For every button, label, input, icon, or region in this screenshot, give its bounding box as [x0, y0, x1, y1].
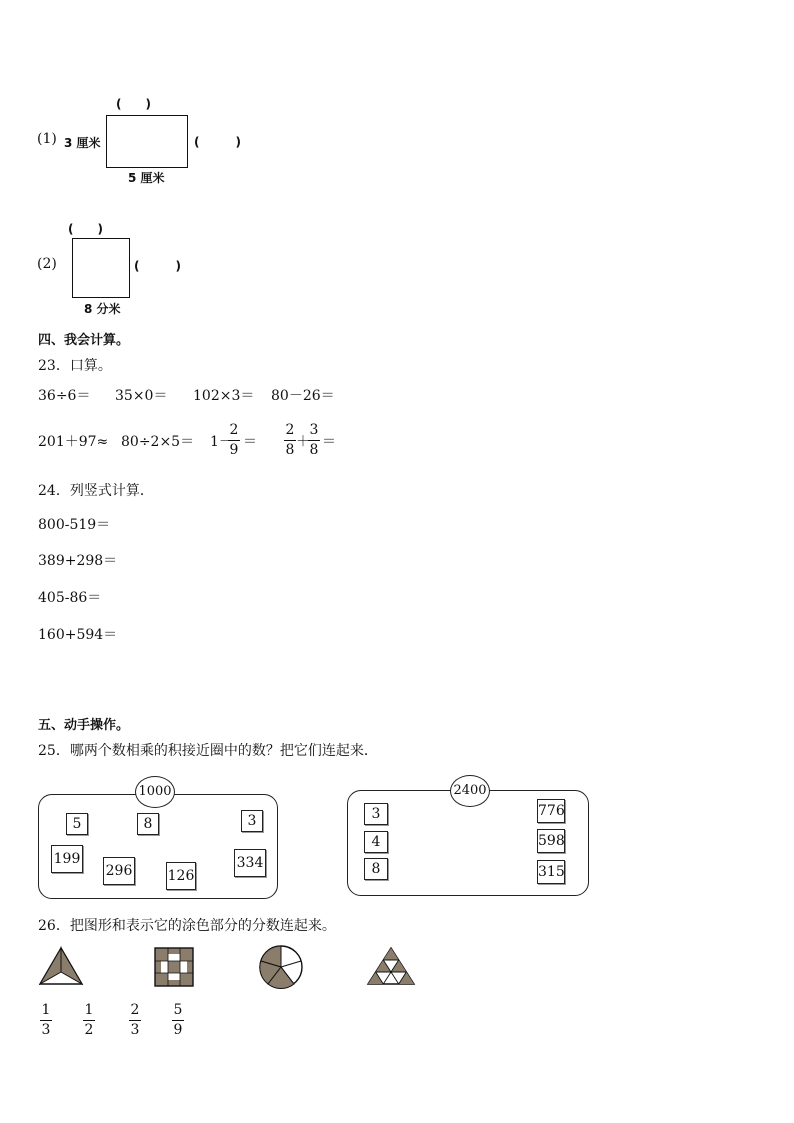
frac-expr-suffix: ＝	[243, 434, 257, 450]
answer-fraction	[172, 1002, 184, 1039]
oral-calc-item: 80－26＝	[271, 388, 335, 404]
shape1-top-blank: ( )	[116, 97, 151, 111]
vertical-calc-item: 160+594＝	[38, 627, 118, 643]
denominator: 3	[130, 1022, 140, 1038]
shape2-label: (2)	[37, 256, 57, 272]
oral-calc-item: 201＋97≈	[38, 434, 109, 450]
numerator: 3	[309, 422, 319, 438]
q26-title: 26．把图形和表示它的涂色部分的分数连起来。	[38, 918, 336, 934]
number-card[interactable]: 8	[137, 813, 159, 835]
number-card[interactable]: 334	[234, 849, 266, 877]
numerator: 2	[229, 422, 239, 438]
answer-fraction	[40, 1002, 52, 1039]
q23-title: 23．口算。	[38, 358, 112, 374]
fraction-bar	[284, 440, 296, 441]
square-shape	[72, 238, 130, 298]
shape1-left-side: 3 厘米	[64, 136, 101, 150]
oral-calc-item: 102×3＝	[193, 388, 255, 404]
sector-circle-figure	[258, 944, 304, 990]
denominator: 9	[173, 1022, 183, 1038]
denominator: 3	[41, 1022, 51, 1038]
numerator: 1	[41, 1002, 51, 1018]
fraction	[308, 422, 320, 459]
denominator: 2	[84, 1022, 94, 1038]
number-card[interactable]: 776	[537, 799, 565, 823]
number-card[interactable]: 5	[66, 813, 88, 835]
vertical-calc-item: 389+298＝	[38, 553, 118, 569]
q24-title: 24．列竖式计算．	[38, 483, 154, 499]
target-circle-2400: 2400	[450, 775, 490, 807]
vertical-calc-item: 405-86＝	[38, 590, 102, 606]
number-card[interactable]: 296	[103, 857, 135, 885]
number-card[interactable]: 8	[364, 858, 388, 880]
denominator: 8	[309, 442, 319, 458]
section4-title: 四、我会计算。	[38, 333, 130, 348]
checker-grid-figure	[154, 947, 194, 987]
numerator: 2	[285, 422, 295, 438]
number-card[interactable]: 3	[241, 810, 263, 832]
denominator: 8	[285, 442, 295, 458]
numerator: 1	[84, 1002, 94, 1018]
target-circle-1000: 1000	[135, 776, 175, 808]
triangle-grid-figure	[366, 946, 416, 986]
numerator: 5	[173, 1002, 183, 1018]
answer-fraction	[129, 1002, 141, 1039]
fraction-bar	[308, 440, 320, 441]
number-card[interactable]: 315	[537, 860, 565, 884]
oral-calc-item: 35×0＝	[115, 388, 168, 404]
rectangle-shape	[106, 115, 188, 168]
denominator: 9	[229, 442, 239, 458]
oral-calc-item: 80÷2×5＝	[121, 434, 195, 450]
frac-expr-suffix: ＝	[322, 434, 336, 450]
number-card[interactable]: 4	[364, 831, 388, 853]
section5-title: 五、动手操作。	[38, 718, 130, 733]
answer-fraction	[83, 1002, 95, 1039]
shape1-right-blank: ( )	[194, 135, 241, 149]
number-card[interactable]: 126	[166, 862, 196, 890]
fraction-bar	[172, 1020, 184, 1021]
fraction	[284, 422, 296, 459]
number-card[interactable]: 3	[364, 803, 388, 825]
shape2-right-blank: ( )	[134, 259, 181, 273]
oral-calc-item: 36÷6＝	[38, 388, 91, 404]
fraction-bar	[228, 440, 240, 441]
shape2-top-blank: ( )	[68, 222, 103, 236]
shaded-triangle-figure	[38, 946, 84, 986]
shape1-bottom-side: 5 厘米	[128, 171, 165, 185]
frac-expr-prefix: 1－	[210, 434, 233, 450]
vertical-calc-item: 800-519＝	[38, 517, 111, 533]
q25-title: 25．哪两个数相乘的积接近圈中的数？把它们连起来．	[38, 743, 378, 759]
shape2-bottom-side: 8 分米	[84, 302, 121, 316]
fraction-bar	[83, 1020, 95, 1021]
fraction-bar	[129, 1020, 141, 1021]
number-card[interactable]: 598	[537, 829, 565, 853]
numerator: 2	[130, 1002, 140, 1018]
fraction-bar	[40, 1020, 52, 1021]
number-card[interactable]: 199	[51, 845, 83, 873]
shape1-label: (1)	[37, 131, 57, 147]
plus-sign: ＋	[296, 434, 310, 450]
fraction	[228, 422, 240, 459]
